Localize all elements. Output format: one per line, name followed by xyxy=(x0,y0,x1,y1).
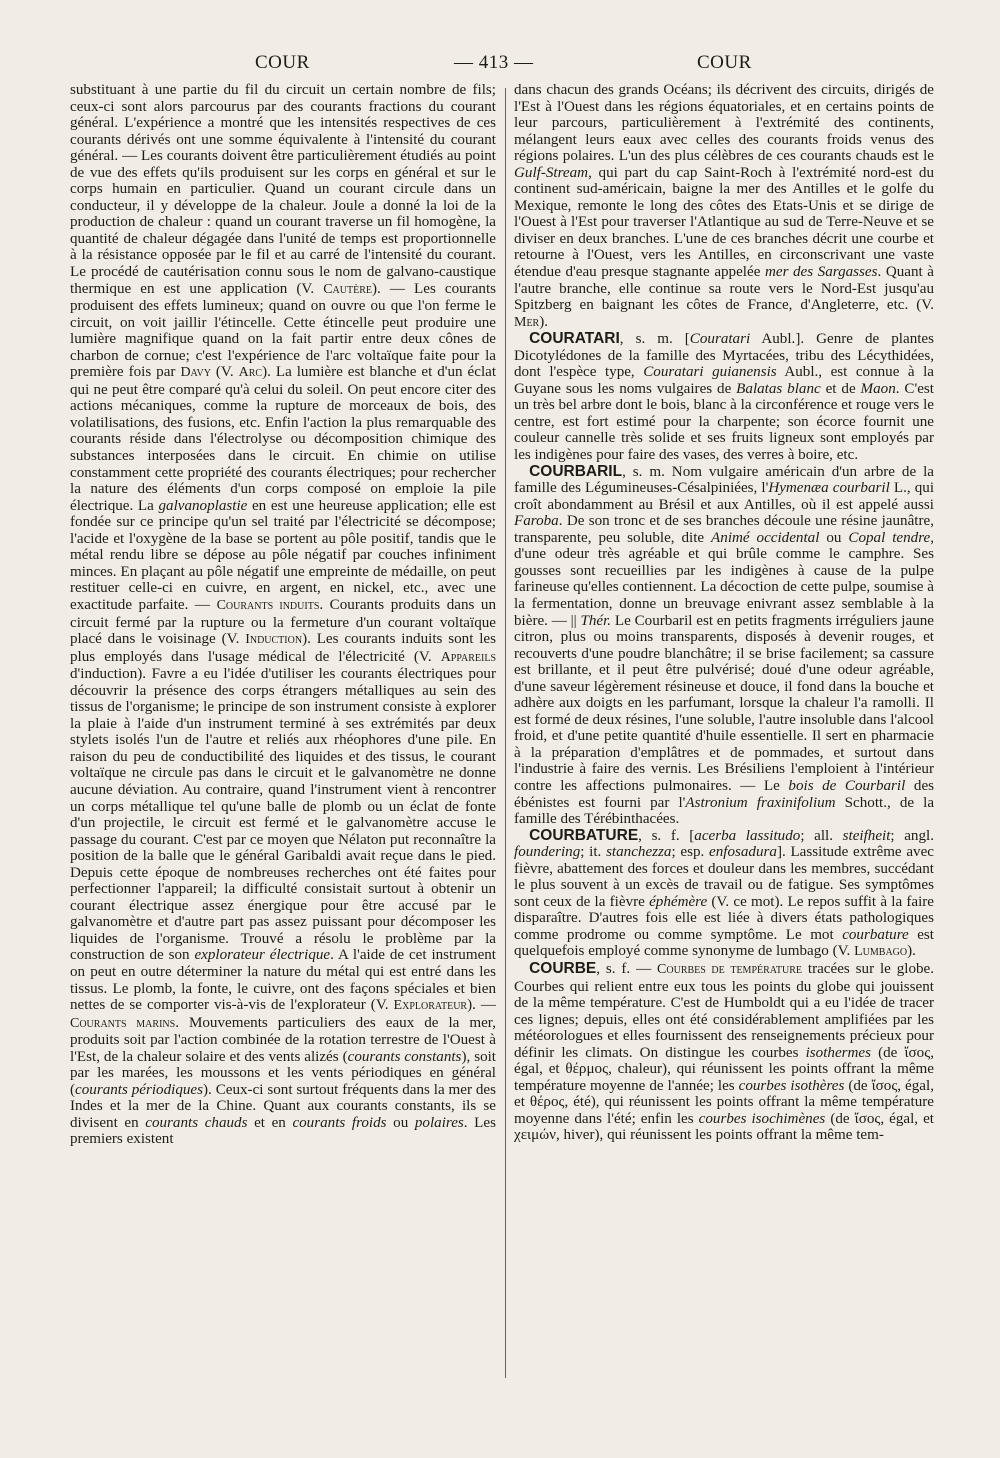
headword-couratari: COURATARI xyxy=(529,330,620,348)
headword-courbature: COURBATURE xyxy=(529,826,639,844)
page-number: — 413 — xyxy=(454,52,534,73)
courant-entry-end: dans chacun des grands Océans; ils décrivent des circuits, dirigés de l'Est à l'Ouest dans les régions équatoriales, et en certains points de leur parcours, particulièrement à l'extrémité des continents, mélangent leurs eaux avec celles des courants froids venus des régions polaires. L'un des plus célèbres de ces courants chauds est le Gulf-Stream, qui part du cap Saint-Roch à l'extrémité nord-est du continent sud-américain, baigne la mer des Antilles et le golfe du Mexique, remonte le long des côtes des Etats-Unis et se dirige de l'Ouest à l'Est pour traverser l'Atlantique au sud de Terre-Neuve et se diviser en deux branches. L'une de ces branches décrit une courbe et retourne à l'Ouest, vers les Antilles, en circonscrivant une vaste étendue d'eau presque stagnante appelée mer des Sargasses. Quant à l'autre branche, elle continue sa route vers le Nord-Est jusqu'au Spitzberg en baignant les côtes de France, d'Angleterre, etc. (V. Mer). xyxy=(514,82,934,330)
running-head-right: COUR xyxy=(697,52,752,73)
left-column xyxy=(70,82,496,1378)
headword-courbaril: COURBARIL xyxy=(529,462,623,480)
entry-courbature: COURBATURE, s. f. [acerba lassitudo; all. steifheit; angl. foundering; it. stanchezza; esp. enfosadura]. Lassitude extrême avec fièvre, abattement des forces et douleur dans les membres, succédant le plus souvent à un excès de travail ou de fatigue. Ses symptômes sont ceux de la fièvre éphémère (V. ce mot). Le repos suffit à la faire disparaître. D'autres fois elle est liée à divers états pathologiques comme prodrome ou comme symptôme. Le mot courbature est quelquefois employé comme synonyme de lumbago (V. Lumbago). xyxy=(514,826,934,960)
entry-courbaril: COURBARIL, s. m. Nom vulgaire américain d'un arbre de la famille des Légumineuses-Césalpiniées, l'Hymenæa courbaril L., qui croît abondamment au Brésil et aux Antilles, où il est appelé aussi Faroba. De son tronc et de ses branches découle une résine jaunâtre, transparente, peu soluble, dite Animé occidental ou Copal tendre, d'une odeur très agréable et qui brûle comme le camphre. Ses gousses sont recueillies par les indigènes à cause de la pulpe farineuse qu'elles contiennent. La décoction de cette pulpe, soumise à la fermentation, donne un breuvage enivrant assez semblable à la bière. — || Thér. Le Courbaril est en petits fragments irréguliers jaune citron, plus ou moins transparents, disposés à devenir rouges, et recouverts d'une poudre blanchâtre; il se brise facilement; sa cassure est brillante, et il peut être pulvérisé; doué d'une odeur agréable, d'une saveur légèrement résineuse et douce, il fond dans la bouche et adhère aux doigts en les parfumant, lorsque la chaleur l'a ramolli. Il est formé de deux résines, l'une soluble, l'autre insoluble dans l'alcool froid, et d'une petite quantité d'huile essentielle. Il sert en pharmacie à la préparation d'emplâtres et de pommades, et surtout dans l'industrie à faire des vernis. Les Brésiliens l'emploient à l'intérieur contre les affections pulmonaires. — Le bois de Courbaril des ébénistes est fourni par l'Astronium fraxinifolium Schott., de la famille des Térébinthacées. xyxy=(514,462,934,828)
entry-couratari: COURATARI, s. m. [Couratari Aubl.]. Genre de plantes Dicotylédones de la famille des Myrtacées, tribu des Lécythidées, dont l'espèce type, Couratari guianensis Aubl., est connue à la Guyane sous les noms vulgaires de Balatas blanc et de Maon. C'est un très bel arbre dont le bois, blanc à la circonférence et rouge vers le centre, est fort estimé pour la charpente; son écorce fournit une couleur cannelle très solide et ses fruits ligneux sont employés par les indigènes pour faire des vases, des verres à boire, etc. xyxy=(514,330,934,464)
entry-courbe: COURBE, s. f. — Courbes de température tracées sur le globe. Courbes qui relient entre eux tous les points du globe qui jouissent de la même température. C'est de Humboldt qui a eu l'idée de tracer ces lignes; depuis, elles ont été considérablement amplifiées par les météorologues et elles fournissent des renseignements précieux pour définir les climats. On distingue les courbes isothermes (de ἴσος, égal, et θέρμος, chaleur), qui réunissent les points offrant la même température moyenne de l'année; les courbes isothères (de ἴσος, égal, et θέρος, été), qui réunissent les points offrant la même température moyenne dans l'été; enfin les courbes isochimènes (de ἴσος, égal, et χειμών, hiver), qui réunissent les points offrant la même tem- xyxy=(514,959,934,1144)
courant-entry-continued: substituant à une partie du fil du circuit un certain nombre de fils; ceux-ci sont alors parcourus par des courants fractions du courant général. L'expérience a montré que les intensités respectives de ces courants dérivés ont une somme équivalente à l'intensité du courant général. — Les courants doivent être particulièrement étudiés au point de vue des effets qu'ils produisent sur les corps en général et sur le corps humain en particulier. Quand un courant circule dans un conducteur, il y développe de la chaleur. Joule a donné la loi de la production de chaleur : quand un courant traverse un fil homogène, la quantité de chaleur dégagée dans l'unité de temps est proportionnelle à la résistance opposée par le fil et au carré de l'intensité du courant. Le procédé de cautérisation connu sous le nom de galvano-caustique thermique en est une application (V. Cautère). — Les courants produisent des effets lumineux; quand on ouvre ou que l'on ferme le circuit, on voit jaillir l'étincelle. Cette étincelle peut produire une lumière magnifique quand on la fait partir entre deux cônes de charbon de cornue; c'est l'expérience de l'arc voltaïque faite pour la première fois par Davy (V. Arc). La lumière est blanche et d'un éclat qui ne peut être comparé qu'à celui du soleil. On peut encore citer des actions mécaniques, comme la rupture de morceaux de bois, des volatilisations, des fusions, etc. Enfin l'action la plus remarquable des courants réside dans l'électrolyse ou décomposition chimique des substances interposées dans le circuit. En chimie on utilise constamment cette propriété des courants électriques; pour rechercher la nature des éléments d'un corps composé on emploie la pile électrique. La galvanoplastie en est une heureuse application; elle est fondée sur ce principe qu'un sel traité par l'électricité se décompose; l'acide et l'oxygène de la base se portent au pôle positif, tandis que le métal rendu libre se dépose au pôle négatif par couches infiniment minces. En plaçant au pôle négatif une empreinte de médaille, on peut restituer celle-ci en cuivre, en argent, en nickel, etc., avec une exactitude parfaite. — Courants induits. Courants produits dans un circuit fermé par la rupture ou la fermeture d'un courant voltaïque placé dans le voisinage (V. Induction). Les courants induits sont les plus employés dans l'usage médical de l'électricité (V. Appareils d'induction). Favre a eu l'idée d'utiliser les courants électriques pour découvrir la présence des corps étrangers métalliques au sein des tissus de l'organisme; le principe de son instrument consiste à explorer la plaie à l'aide d'un instrument terminé à ses extrémités par deux stylets isolés l'un de l'autre et reliés aux rhéophores d'une pile. En raison du peu de conductibilité des liquides et des tissus, le courant voltaïque ne circule pas dans le circuit et le galvanomètre ne donne aucune déviation. Au contraire, quand l'instrument vient à rencontrer un corps métallique tel qu'une balle de plomb ou un éclat de fonte d'un projectile, le circuit est fermé et le galvanomètre accuse le passage du courant. C'est par ce moyen que Nélaton put reconnaître la position de la balle que le général Garibaldi avait reçue dans le pied. Depuis cette époque de nombreuses recherches ont été faites pour perfectionner l'appareil; la difficulté consistait surtout à obtenir un courant électrique assez énergique pour être accusé par le galvanomètre et d'autre part pas assez puissant pour décomposer les liquides de l'organisme. Trouvé a résolu le problème par la construction de son explorateur électrique. A l'aide de cet instrument on peut en outre déterminer la nature du métal qui est entré dans les tissus. Le plomb, la fonte, le cuivre, ont des façons spéciales et bien nettes de se comporter vis-à-vis de l'explorateur (V. Explorateur). — Courants marins. Mouvements particuliers des eaux de la mer, produits soit par l'action combinée de la rotation terrestre de l'Ouest à l'Est, de la chaleur solaire et des vents alizés (courants constants), soit par les marées, les moussons et les vents périodiques en général (courants périodiques). Ceux-ci sont surtout fréquents dans la mer des Indes et la mer de la Chine. Quant aux courants constants, ils se divisent en courants chauds et en courants froids ou polaires. Les premiers existent xyxy=(70,82,496,1148)
right-column xyxy=(514,82,934,1378)
column-divider xyxy=(505,88,506,1378)
running-head-left: COUR xyxy=(255,52,310,73)
headword-courbe: COURBE xyxy=(529,959,597,977)
